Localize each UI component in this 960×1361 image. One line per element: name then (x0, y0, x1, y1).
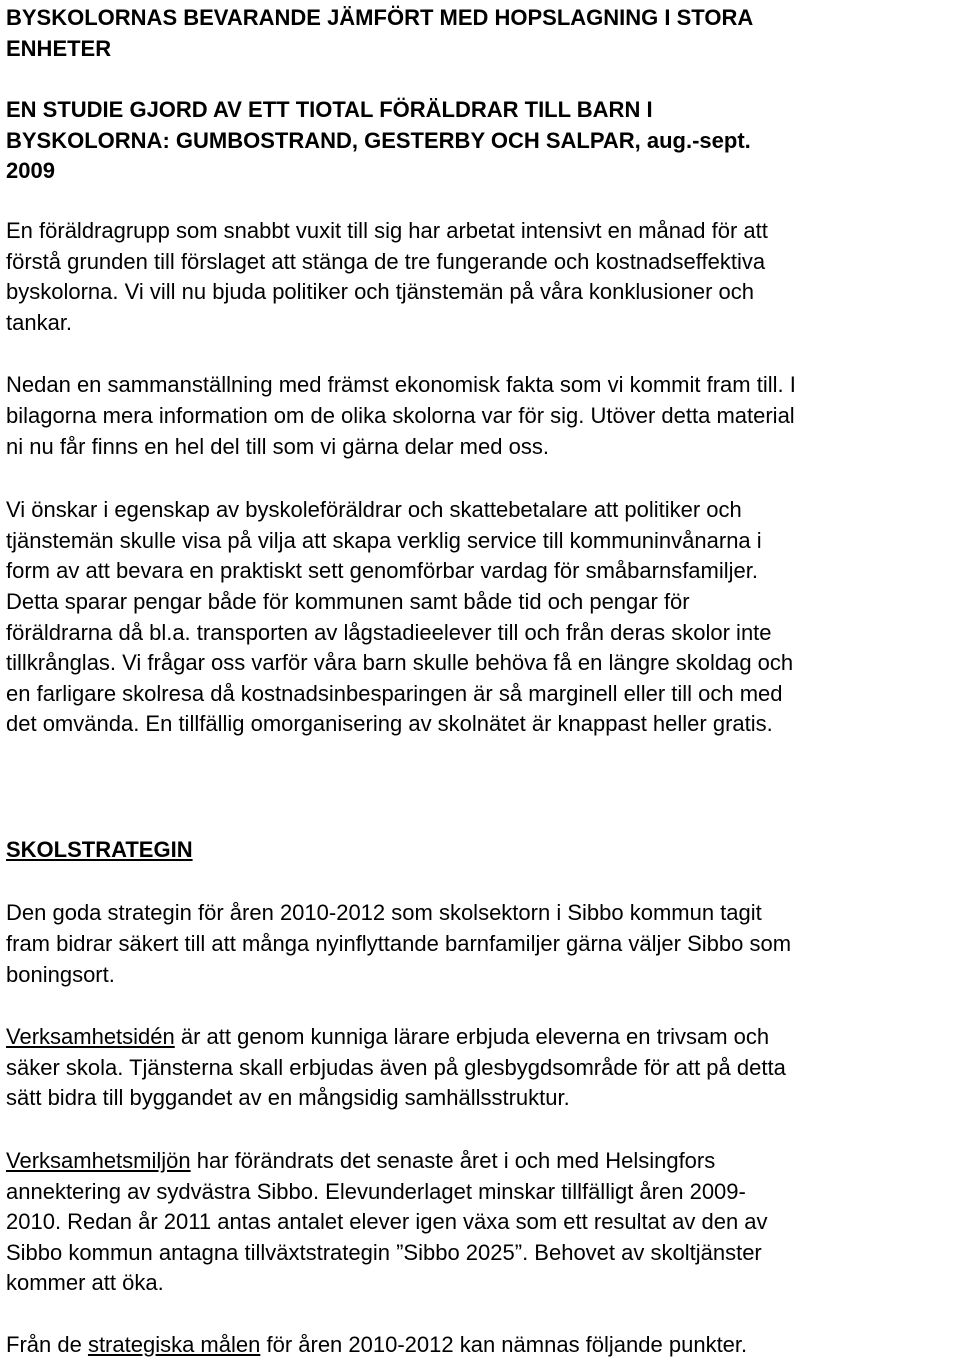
document-subtitle: EN STUDIE GJORD AV ETT TIOTAL FÖRÄLDRAR TILL BARN I BYSKOLORNA: GUMBOSTRAND, GESTERBY OCH SALPAR, aug.-sept. 2009 (6, 97, 751, 184)
goals-term: strategiska målen (87, 1332, 261, 1357)
environment-term: Verksamhetsmiljön (6, 1148, 191, 1174)
goals-text: för åren 2010-2012 kan nämnas följande punkter. (260, 1332, 748, 1357)
goals-paragraph (6, 1330, 960, 1361)
summary-paragraph: Nedan en sammanställning med främst ekonomisk fakta som vi kommit fram till. I bilagorna mera information om de olika skolorna var för sig. Utöver detta material ni nu får finns en hel del till som vi gärna delar med oss. (6, 372, 796, 459)
intro-paragraph: En föräldragrupp som snabbt vuxit till sig har arbetat intensivt en månad för att förstå grunden till förslaget att stänga de tre fungerande och kostnadseffektiva byskolorna. Vi vill nu bjuda politiker och tjänstemän på våra konklusioner och tankar. (6, 217, 768, 335)
business-idea-text: är att genom kunniga lärare erbjuda eleverna en trivsam och säker skola. Tjänsterna skall erbjudas även på glesbygdsområde för att på detta sätt bidra till byggandet av en mångsidig samhällsstruktur. (6, 1024, 786, 1111)
wish-paragraph: Vi önskar i egenskap av byskoleföräldrar och skattebetalare att politiker och tjänstemän skulle visa på vilja att skapa verklig service till kommuninvånarna i form av att bevara en praktiskt sett genomförbar vardag för småbarnsfamiljer. Detta sparar pengar både för kommunen samt både tid och pengar för föräldrarna då bl.a. transporten av lågstadieelever till och från deras skolor inte tillkrånglas. Vi frågar oss varför våra barn skulle behöva få en längre skoldag och en farligare skolresa då kostnadsinbesparingen är så marginell eller till och med det omvända. En tillfällig omorganisering av skolnätet är knappast heller gratis. (6, 497, 794, 737)
section-heading: SKOLSTRATEGIN (6, 836, 193, 862)
environment-text: har förändrats det senaste året i och med Helsingfors annektering av sydvästra Sibbo. Elevunderlaget minskar tillfälligt åren 2009- 2010. Redan år 2011 antas antalet elever igen växa som ett resultat av den av Sibbo kommun antagna tillväxtstrategin ”Sibbo 2025”. Behovet av skoltjänster kommer att öka. (6, 1148, 768, 1296)
business-idea-term: Verksamhetsidén (6, 1024, 175, 1050)
business-idea-paragraph (6, 1022, 960, 1114)
environment-paragraph (6, 1146, 960, 1299)
document-title: BYSKOLORNAS BEVARANDE JÄMFÖRT MED HOPSLAGNING I STORA ENHETER (6, 5, 754, 61)
goals-intro: Från de (6, 1332, 88, 1357)
strategy-paragraph: Den goda strategin för åren 2010-2012 som skolsektorn i Sibbo kommun tagit fram bidrar säkert till att många nyinflyttande barnfamiljer gärna väljer Sibbo som boningsort. (6, 900, 792, 987)
